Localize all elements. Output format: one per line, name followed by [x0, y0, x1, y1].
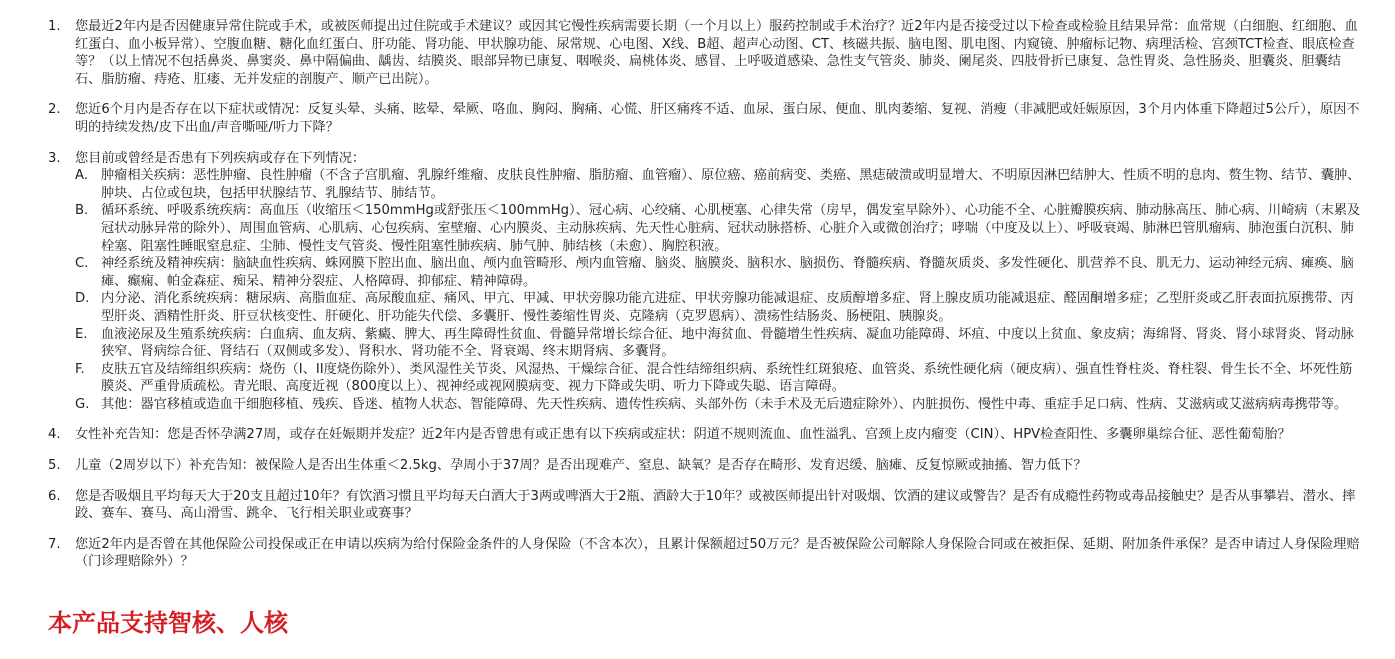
question-number: 7. [48, 536, 61, 552]
sub-item-letter: A. [75, 168, 88, 184]
question-number: 3. [48, 150, 61, 166]
sub-item-letter: E. [75, 326, 88, 342]
sub-question-list [75, 167, 1365, 413]
question-item-1 [48, 18, 1365, 88]
question-text: 儿童（2周岁以下）补充告知：被保险人是否出生体重＜2.5kg、孕周小于37周？是否出现难产、窒息、缺氧？是否存在畸形、发育迟缓、脑瘫、反复惊厥或抽搐、智力低下？ [75, 458, 1087, 474]
sub-item-text: 其他：器官移植或造血干细胞移植、残疾、昏迷、植物人状态、智能障碍、先天性疾病、遗传性疾病、头部外伤（未手术及无后遗症除外）、内脏损伤、慢性中毒、重症手足口病、性病、艾滋病或艾滋病病毒携带等。 [101, 396, 1348, 412]
sub-item-d [75, 290, 1365, 325]
sub-item-letter: F. [75, 361, 85, 377]
question-number: 1. [48, 19, 61, 34]
question-text: 您是否吸烟且平均每天大于20支且超过10年？有饮酒习惯且平均每天白酒大于3两或啤酒大于2瓶、酒龄大于10年？或被医师提出针对吸烟、饮酒的建议或警告？是否有成瘾性药物或毒品接触史？是否从事攀岩、潜水、摔跤、赛车、赛马、高山滑雪、跳伞、飞行相关职业或赛事？ [75, 488, 1356, 522]
question-text: 您近6个月内是否存在以下症状或情况：反复头晕、头痛、眩晕、晕厥、咯血、胸闷、胸痛、心慌、肝区痛疼不适、血尿、蛋白尿、便血、肌肉萎缩、复视、消瘦（非减肥或妊娠原因，3个月内体重下降超过5公斤），原因不明的持续发热/皮下出血/声音嘶哑/听力下降？ [75, 102, 1360, 135]
question-text: 女性补充告知：您是否怀孕满27周，或存在妊娠期并发症？近2年内是否曾患有或正患有以下疾病或症状：阴道不规则流血、血性溢乳、宫颈上皮内瘤变（CIN）、HPV检查阳性、多囊卵巢综合征、恶性葡萄胎？ [75, 427, 1291, 443]
sub-item-letter: D. [75, 291, 90, 307]
question-text: 您最近2年内是否因健康异常住院或手术，或被医师提出过住院或手术建议？或因其它慢性疾病需要长期（一个月以上）服药控制或手术治疗？近2年内是否接受过以下检查或检验且结果异常：血常规（白细胞、红细胞、血红蛋白、血小板异常）、空腹血糖、糖化血红蛋白、肝功能、肾功能、甲状腺功能、尿常规、心电图、X线、B超、超声心动图、CT、核磁共振、脑电图、肌电图、内窥镜、肿瘤标记物、病理活检、宫颈TCT检查、眼底检查等？（以上情况不包括鼻炎、鼻窦炎、鼻中隔偏曲、龋齿、结膜炎、眼部异物已康复、咽喉炎、扁桃体炎、感冒、上呼吸道感染、急性支气管炎、肺炎、阑尾炎、四肢骨折已康复、急性胃炎、急性肠炎、胆囊炎、胆囊结石、脂肪瘤、痔疮、肛瘘、无并发症的剖腹产、顺产已出院）。 [75, 19, 1358, 87]
question-item-7 [48, 536, 1365, 571]
question-item-5 [48, 457, 1365, 475]
sub-item-e [75, 326, 1365, 361]
question-list [48, 18, 1365, 571]
sub-item-text: 肿瘤相关疾病：恶性肿瘤、良性肿瘤（不含子宫肌瘤、乳腺纤维瘤、皮肤良性肿瘤、脂肪瘤、血管瘤）、原位癌、癌前病变、类癌、黑痣破溃或明显增大、不明原因淋巴结肿大、性质不明的息肉、赘生物、结节、囊肿、肿块、占位或包块，包括甲状腺结节、乳腺结节、肺结节。 [101, 168, 1361, 201]
sub-item-letter: B. [75, 203, 89, 219]
sub-item-a [75, 167, 1365, 202]
sub-item-b [75, 202, 1365, 255]
question-item-6 [48, 488, 1365, 523]
question-number: 5. [48, 458, 61, 474]
sub-item-g [75, 396, 1365, 414]
sub-item-text: 血液泌尿及生殖系统疾病：白血病、血友病、紫癜、脾大、再生障碍性贫血、骨髓异常增长综合征、地中海贫血、骨髓增生性疾病、凝血功能障碍、坏疽、中度以上贫血、象皮病；海绵肾、肾炎、肾小球肾炎、肾动脉狭窄、肾病综合征、肾结石（双侧或多发）、肾积水、肾功能不全、肾衰竭、终末期肾病、多囊肾。 [101, 326, 1354, 360]
question-number: 2. [48, 102, 61, 118]
question-item-4 [48, 426, 1365, 444]
sub-item-text: 循环系统、呼吸系统疾病：高血压（收缩压＜150mmHg或舒张压＜100mmHg）、冠心病、心绞痛、心肌梗塞、心律失常（房早，偶发室早除外）、心功能不全、心脏瓣膜疾病、肺动脉高压、肺心病、川崎病（末累及冠状动脉异常的除外）、周围血管病、心肌病、心包疾病、室壁瘤、心内膜炎、主动脉疾病、先天性心脏病、冠状动脉搭桥、心脏介入或微创治疗；哮喘（中度及以上）、呼吸衰竭、肺淋巴管肌瘤病、肺泡蛋白沉积、肺栓塞、阻塞性睡眠窒息症、尘肺、慢性支气管炎、慢性阻塞性肺疾病、肺气肿、肺结核（未愈）、胸腔积液。 [101, 203, 1361, 254]
review-support-note: 本产品支持智核、人核 [48, 609, 288, 637]
sub-item-c [75, 255, 1365, 290]
sub-item-f [75, 361, 1365, 396]
sub-item-letter: G. [75, 396, 90, 412]
sub-item-letter: C. [75, 256, 89, 272]
question-text: 您目前或曾经是否患有下列疾病或存在下列情况： [75, 150, 366, 166]
question-text: 您近2年内是否曾在其他保险公司投保或正在申请以疾病为给付保险金条件的人身保险（不含本次），且累计保额超过50万元？是否被保险公司解除人身保险合同或在被拒保、延期、附加条件承保？是否申请过人身保险理赔（门诊理赔除外）？ [75, 536, 1360, 570]
question-number: 4. [48, 427, 61, 443]
sub-item-text: 神经系统及精神疾病：脑缺血性疾病、蛛网膜下腔出血、脑出血、颅内血管畸形、颅内血管瘤、脑炎、脑膜炎、脑积水、脑损伤、脊髓疾病、脊髓灰质炎、多发性硬化、肌营养不良、肌无力、运动神经元病、瘫痪、脑瘫、癫痫、帕金森症、痴呆、精神分裂症、人格障碍、抑郁症、精神障碍。 [101, 256, 1354, 289]
sub-item-text: 内分泌、消化系统疾病：糖尿病、高脂血症、高尿酸血症、痛风、甲亢、甲减、甲状旁腺功能亢进症、甲状旁腺功能减退症、皮质醇增多症、肾上腺皮质功能减退症、醛固酮增多症；乙型肝炎或乙肝表面抗原携带、丙型肝炎、酒精性肝炎、肝豆状核变性、肝硬化、肝功能失代偿、多囊肝、慢性萎缩性胃炎、克隆病（克罗恩病）、溃疡性结肠炎、肠梗阻、胰腺炎。 [101, 291, 1354, 324]
question-item-3 [48, 150, 1365, 414]
sub-item-text: 皮肤五官及结缔组织疾病：烧伤（I、II度烧伤除外）、类风湿性关节炎、风湿热、干燥综合征、混合性结缔组织病、系统性红斑狼疮、血管炎、系统性硬化病（硬皮病）、强直性脊柱炎、脊柱裂、骨生长不全、坏死性筋膜炎、严重骨质疏松。青光眼、高度近视（800度以上）、视神经或视网膜病变、视力下降或失明、听力下降或失聪、语言障碍。 [101, 361, 1353, 395]
question-number: 6. [48, 488, 61, 504]
question-item-2 [48, 101, 1365, 136]
